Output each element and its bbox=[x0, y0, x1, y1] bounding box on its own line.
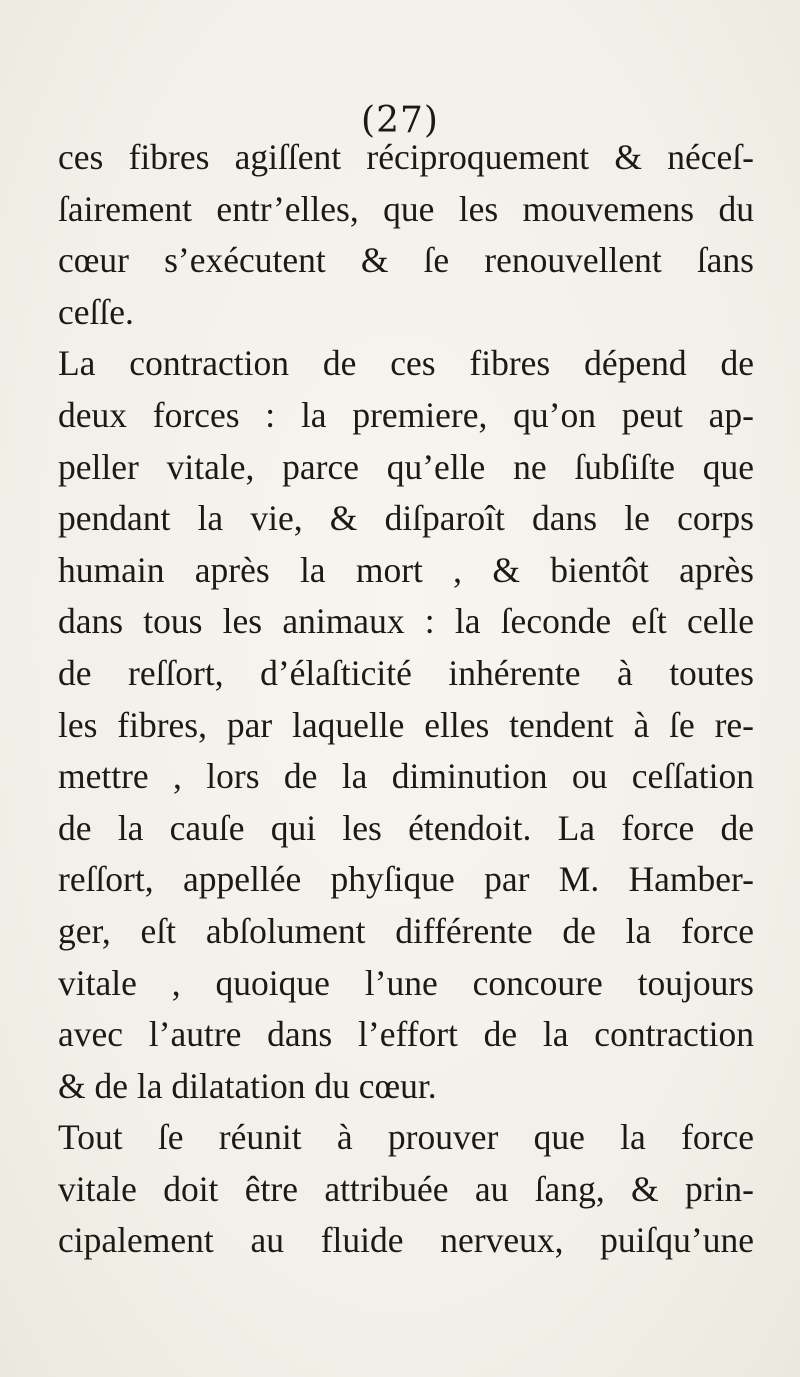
text-line: vitale doit être attribuée au ſang, & prin- bbox=[58, 1168, 754, 1209]
text-line: cipalement au fluide nerveux, puiſqu’une bbox=[58, 1220, 754, 1261]
body-text bbox=[58, 132, 754, 1267]
text-line: avec l’autre dans l’effort de la contraction bbox=[58, 1014, 754, 1055]
text-line: de la cauſe qui les étendoit. La force de bbox=[58, 807, 754, 848]
text-line: peller vitale, parce qu’elle ne ſubſiſte que bbox=[58, 446, 754, 487]
text-line: pendant la vie, & diſparoît dans le corps bbox=[58, 498, 754, 539]
text-line: ger, eſt abſolument différente de la force bbox=[58, 910, 754, 951]
text-line: reſſort, appellée phyſique par M. Hamber- bbox=[58, 859, 754, 900]
text-line: Tout ſe réunit à prouver que la force bbox=[58, 1117, 754, 1158]
page-number: (27) bbox=[361, 100, 439, 141]
text-line: ſairement entr’elles, que les mouvemens du bbox=[58, 188, 754, 229]
text-line: dans tous les animaux : la ſeconde eſt celle bbox=[58, 601, 754, 642]
text-line: deux forces : la premiere, qu’on peut ap- bbox=[58, 394, 754, 435]
text-line: de reſſort, d’élaſticité inhérente à toutes bbox=[58, 652, 754, 693]
text-line: cœur s’exécutent & ſe renouvellent ſans bbox=[58, 240, 754, 281]
text-line: ceſſe. bbox=[58, 291, 134, 332]
text-line: vitale , quoique l’une concoure toujours bbox=[58, 962, 754, 1003]
text-line: & de la dilatation du cœur. bbox=[58, 1065, 437, 1106]
text-line: La contraction de ces fibres dépend de bbox=[58, 343, 754, 384]
text-line: humain après la mort , & bientôt après bbox=[58, 549, 754, 590]
text-line: les fibres, par laquelle elles tendent à ſe re- bbox=[58, 704, 754, 745]
text-line: ces fibres agiſſent réciproquement & néceſ- bbox=[58, 137, 754, 177]
text-line: mettre , lors de la diminution ou ceſſation bbox=[58, 756, 754, 797]
